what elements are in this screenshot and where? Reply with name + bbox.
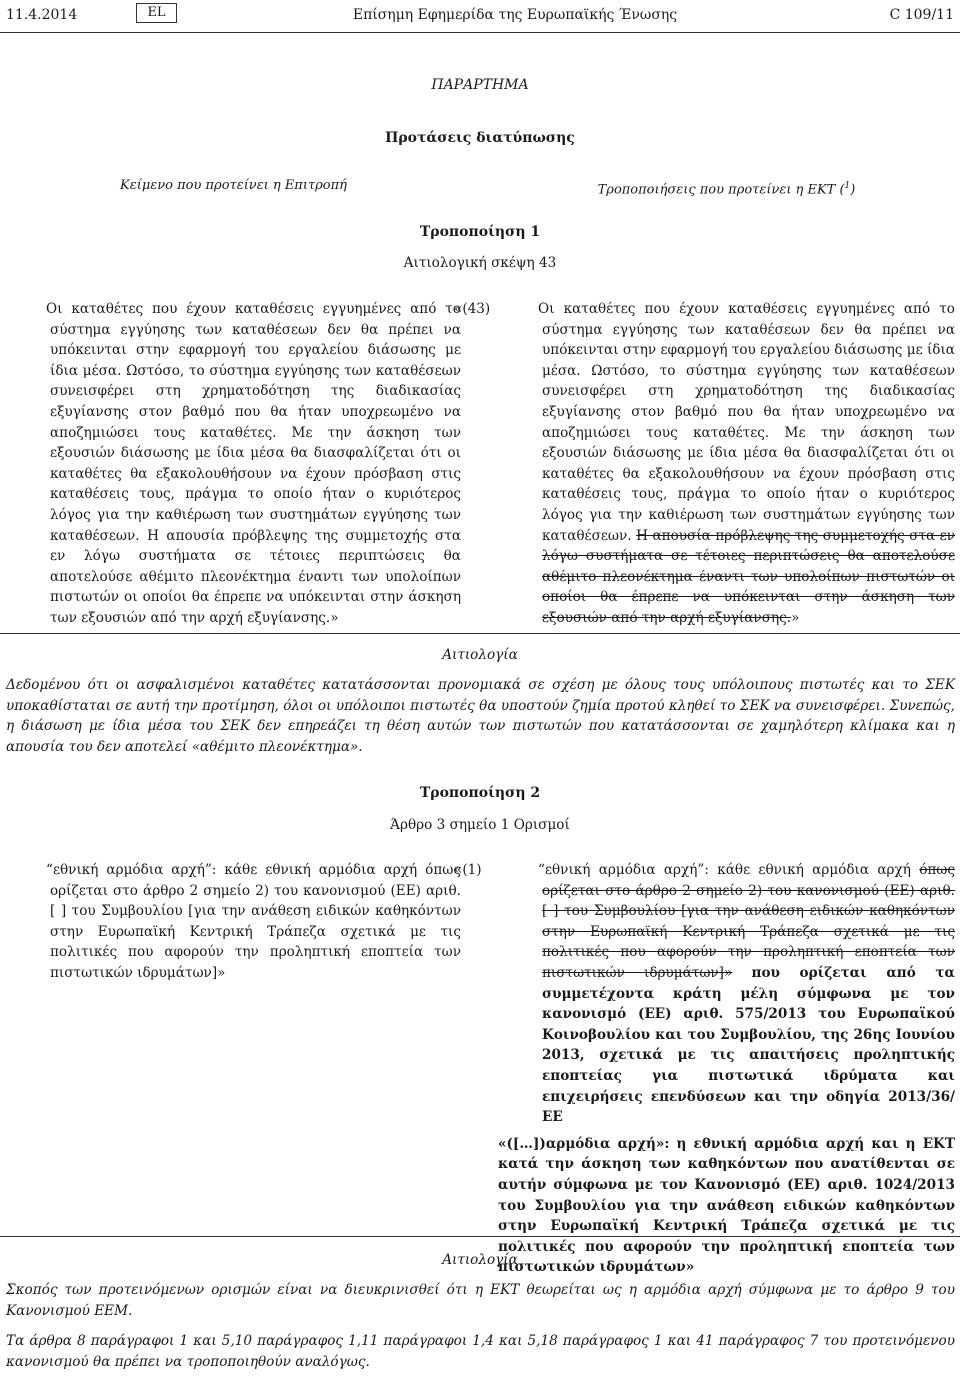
recital-number: «(43) xyxy=(454,301,491,317)
amendment-2-title: Τροποποίηση 2 xyxy=(419,785,541,801)
recital-number xyxy=(6,299,46,320)
definition-added-text: που ορίζεται από τα συμμετέχοντα κράτη μέλη σύμφωνα με τον κανονισμό (ΕΕ) αριθ. 575/2013 του Ευρωπαϊκού Κοινοβουλίου και του Συμβουλίου, της 26ης Ιουνίου 2013, σχετικά με τις απαιτήσεις προληπτικής εποπτείας για πιστωτικά ιδρύματα και επιχειρήσεις επενδύσεων και την οδηγία 2013/36/ΕΕ xyxy=(542,964,955,1126)
definition-deleted-text: όπως ορίζεται στο άρθρο 2 σημείο 2) του κανονισμού (ΕΕ) αριθ. [ ] του Συμβουλίου [για την ανάθεση ειδικών καθηκόντων στην Ευρωπαϊκή Κεντρική Τράπεζα σχετικά με τις πολιτικές που αφορούν την προληπτική εποπτεία των πιστωτικών ιδρυμάτων]» xyxy=(542,862,956,981)
recital-kept-text: Οι καταθέτες που έχουν καταθέσεις εγγυημένες από το σύστημα εγγύησης των καταθέσεων δεν θα πρέπει να υπόκεινται στην εφαρμογή του εργαλείου διάσωσης με ίδια μέσα. Ωστόσο, το σύστημα εγγύησης των καταθέσεων συνεισφέρει στη χρηματοδότηση της διαδικασίας εξυγίανσης στον βαθμό που θα ήταν υποχρεωμένο να αποζημιώσει τους καταθέτες. Με την άσκηση των εξουσιών διάσωσης με ίδια μέσα θα διασφαλίζεται ότι οι καταθέτες θα εξακολουθήσουν να έχουν πρόσβαση στις καταθέσεις τους, πράγμα το οποίο ήταν ο κυριότερος λόγος για την καθιέρωση των συστημάτων εγγύησης των καταθέσεων. xyxy=(538,301,955,544)
right-column-heading: Τροποποιήσεις που προτείνει η ΕΚΤ ($^1$) xyxy=(597,181,856,198)
divider xyxy=(0,633,960,634)
justification-1-title: Αιτιολογία xyxy=(442,647,518,663)
divider xyxy=(0,1236,960,1237)
page-number: C 109/11 xyxy=(889,7,954,23)
language-code: EL xyxy=(136,3,177,23)
recital-deleted-text: Η απουσία πρόβλεψης της συμμετοχής στα εν λόγω συστήματα σε τέτοιες περιπτώσεις θα αποτελούσε αθέμιτο πλεονέκτημα έναντι των υπολοίπων πιστωτών οι οποίοι θα έπρεπε να υπόκεινται στην άσκηση των εξουσιών από την αρχή εξυγίανσης. xyxy=(542,527,955,626)
justification-1-text: Δεδομένου ότι οι ασφαλισμένοι καταθέτες κατατάσσονται προνομιακά σε σχέση με όλους τους υπόλοιπους πιστωτές και το ΣΕΚ υποκαθίσταται σε αυτή την προτίμηση, όλοι οι υπόλοιποι πιστωτές θα υποστούν ζημία προτού κληθεί το ΣΕΚ να συνεισφέρει. Συνεπώς, η διάσωση με ίδια μέσα του ΣΕΚ δεν επηρεάζει τη θέση αυτών των πιστωτών που κατατάσσονται σε χαμηλότερη κλίμακα και η απουσία του δεν αποτελεί «αθέμιτο πλεονέκτημα». xyxy=(6,677,955,755)
annex-subtitle: Προτάσεις διατύπωσης xyxy=(385,130,575,146)
amendment-1-title: Τροποποίηση 1 xyxy=(419,224,541,240)
amendment-2-subtitle: Άρθρο 3 σημείο 1 Ορισμοί xyxy=(390,817,570,833)
journal-title: Επίσημη Εφημερίδα της Ευρωπαϊκής Ένωσης xyxy=(352,7,678,23)
definition-number: «(1) xyxy=(454,862,482,878)
definition-added-paragraph: «([…])αρμόδια αρχή»: η εθνική αρμόδια αρχή και η ΕΚΤ κατά την άσκηση των καθηκόντων που ανατίθενται σε αυτήν σύμφωνα με τον Κανονισμό (ΕΕ) αριθ. 1024/2013 του Συμβουλίου για την ανάθεση ειδικών καθηκόντων στην Ευρωπαϊκή Κεντρική Τράπεζα σχετικά με τις πολιτικές που αφορούν την προληπτική εποπτεία των πιστωτικών ιδρυμάτων» xyxy=(498,1135,955,1276)
definition-text: “εθνική αρμόδια αρχή”: κάθε εθνική αρμόδια αρχή όπως ορίζεται στο άρθρο 2 σημείο 2) του κανονισμού (ΕΕ) αριθ. [ ] του Συμβουλίου [για την ανάθεση ειδικών καθηκόντων στην Ευρωπαϊκή Κεντρική Τράπεζα σχετικά με τις πολιτικές που αφορούν την προληπτική εποπτεία των πιστωτικών ιδρυμάτων]» xyxy=(46,862,461,981)
justification-2-paragraph-2: Τα άρθρα 8 παράγραφοι 1 και 5,10 παράγραφος 1,11 παράγραφοι 1,4 και 5,18 παράγραφος 1 και 41 παράγραφος 7 του προτεινόμενου κανονισμού θα πρέπει να τροποποιηθούν αναλόγως. xyxy=(6,1333,955,1370)
justification-2-text xyxy=(6,1280,955,1372)
amendment-1-subtitle: Αιτιολογική σκέψη 43 xyxy=(403,255,557,271)
annex-title: ΠΑΡΑΡΤΗΜΑ xyxy=(431,77,529,93)
justification-2-title: Αιτιολογία xyxy=(442,1252,518,1268)
footnote-ref: 1 xyxy=(844,181,851,191)
publication-date: 11.4.2014 xyxy=(6,7,78,23)
amendment-1-commission-text xyxy=(6,299,461,629)
amendment-2-commission-text xyxy=(6,860,461,984)
left-column-heading: Κείμενο που προτείνει η Επιτροπή xyxy=(120,178,347,193)
page-header xyxy=(0,0,960,34)
amendment-1-ecb-text: «(43) Οι καταθέτες που έχουν καταθέσεις εγγυημένες από το σύστημα εγγύησης των καταθέσεων δεν θα πρέπει να υπόκεινται στην εφαρμογή του εργαλείου διάσωσης με ίδια μέσα. Ωστόσο, το σύστημα εγγύησης των καταθέσεων συνεισφέρει στη χρηματοδότηση της διαδικασίας εξυγίανσης στον βαθμό που θα ήταν υποχρεωμένο να αποζημιώσει τους καταθέτες. Με την άσκηση των εξουσιών διάσωσης με ίδια μέσα θα διασφαλίζεται ότι οι καταθέτες θα εξακολουθήσουν να έχουν πρόσβαση στις καταθέσεις τους, πράγμα το οποίο ήταν ο κυριότερος λόγος για την καθιέρωση των συστημάτων εγγύησης των καταθέσεων. Η απουσία πρόβλεψης της συμμετοχής στα εν λόγω συστήματα σε τέτοιες περιπτώσεις θα αποτελούσε αθέμιτο πλεονέκτημα έναντι των υπολοίπων πιστωτών οι οποίοι θα έπρεπε να υπόκεινται στην άσκηση των εξουσιών από την αρχή εξυγίανσης.» xyxy=(454,301,955,626)
definition-number xyxy=(6,860,46,881)
definition-kept-text: “εθνική αρμόδια αρχή”: κάθε εθνική αρμόδια αρχή xyxy=(538,862,911,878)
recital-text: Οι καταθέτες που έχουν καταθέσεις εγγυημένες από το σύστημα εγγύησης των καταθέσεων δεν θα πρέπει να υπόκεινται στην εφαρμογή του εργαλείου διάσωσης με ίδια μέσα. Ωστόσο, το σύστημα εγγύησης των καταθέσεων συνεισφέρει στη χρηματοδότηση της διαδικασίας εξυγίανσης στον βαθμό που θα ήταν υποχρεωμένο να αποζημιώσει τους καταθέτες. Με την άσκηση των εξουσιών διάσωσης με ίδια μέσα θα διασφαλίζεται ότι οι καταθέτες θα εξακολουθήσουν να έχουν πρόσβαση στις καταθέσεις τους, πράγμα το οποίο ήταν ο κυριότερος λόγος για την καθιέρωση των συστημάτων εγγύησης των καταθέσεων. Η απουσία πρόβλεψης της συμμετοχής στα εν λόγω συστήματα σε τέτοιες περιπτώσεις θα αποτελούσε αθέμιτο πλεονέκτημα έναντι των υπολοίπων πιστωτών οι οποίοι θα έπρεπε να υπόκεινται στην άσκηση των εξουσιών από την αρχή εξυγίανσης.» xyxy=(46,301,461,626)
header-rule xyxy=(0,32,960,33)
justification-2-paragraph-1: Σκοπός των προτεινόμενων ορισμών είναι να διευκρινισθεί ότι η ΕΚΤ θεωρείται ως η αρμόδια αρχή σύμφωνα με το άρθρο 9 του Κανονισμού ΕΕΜ. xyxy=(6,1282,955,1319)
